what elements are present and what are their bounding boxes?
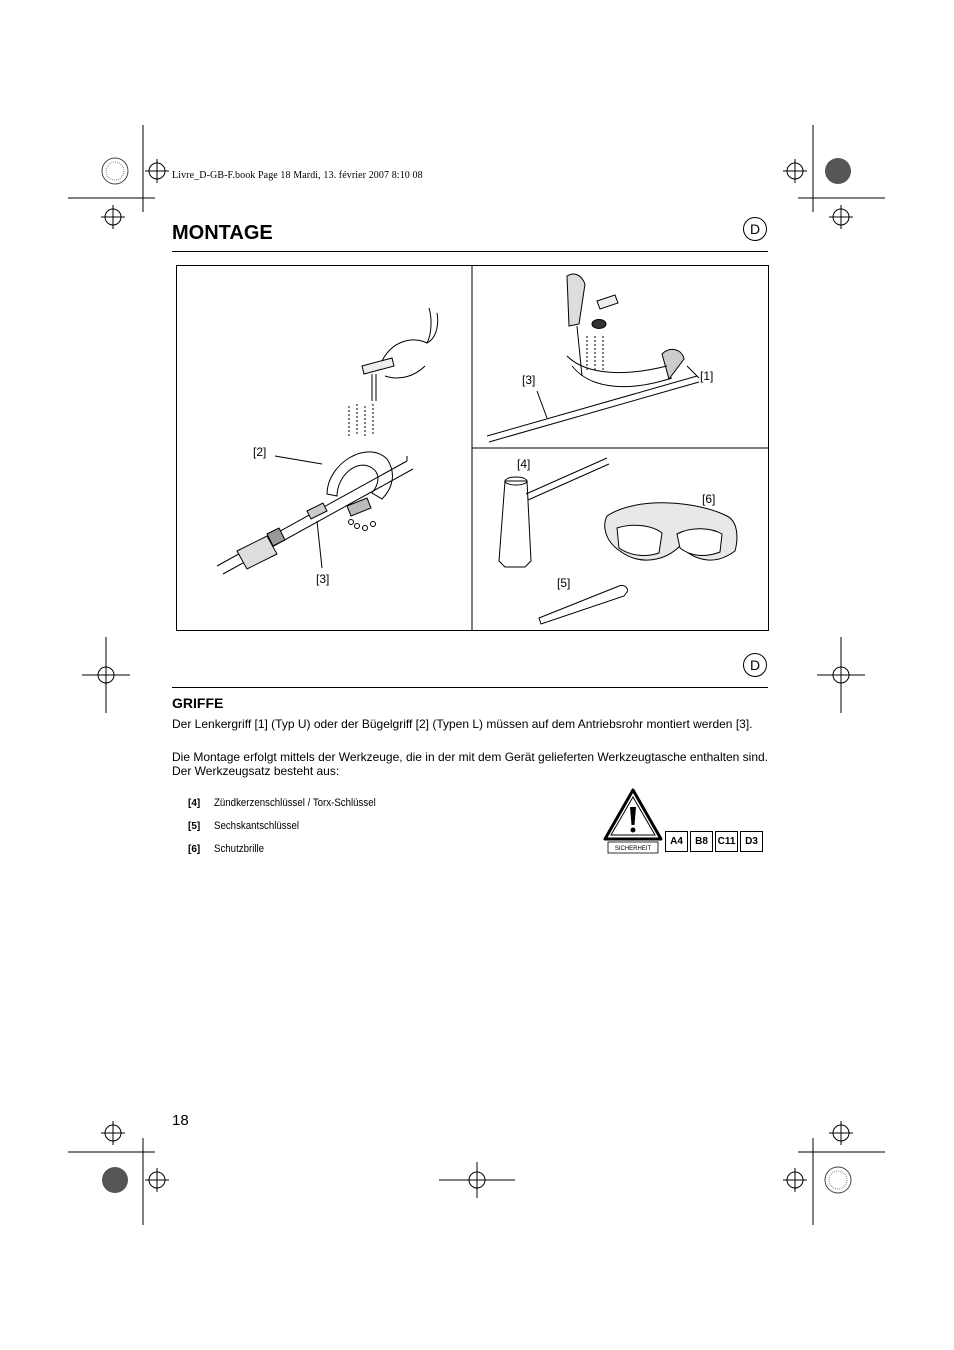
assembly-illustration <box>177 266 768 630</box>
list-item <box>188 820 311 832</box>
warning-label: SICHERHEIT <box>614 846 652 852</box>
ref-tag: A4 <box>665 831 688 852</box>
language-badge-mid: D <box>743 653 767 677</box>
page-number: 18 <box>172 1112 189 1129</box>
list-item-number: [6] <box>188 844 201 855</box>
paragraph-1: Der Lenkergriff [1] (Typ U) oder der Bügelgriff [2] (Typen L) müssen auf dem Antriebsrohr montiert werden [3]. <box>172 717 753 731</box>
figure-label: [6] <box>702 492 716 506</box>
list-item <box>188 843 271 855</box>
hex-key-drawing <box>539 585 627 624</box>
section-rule <box>172 687 768 688</box>
figure-label: [1] <box>700 369 714 383</box>
ref-tag: B8 <box>690 831 713 852</box>
figure-label: [4] <box>517 457 531 471</box>
bike-handle-drawing <box>487 274 699 442</box>
paragraph-2: Die Montage erfolgt mittels der Werkzeuge, die in der mit dem Gerät gelieferten Werkzeugtasche enthalten sind. Der Werkzeugsatz besteht aus: <box>172 750 768 778</box>
loop-handle-drawing <box>217 308 438 574</box>
list-item-label: Schutzbrille <box>214 843 265 855</box>
safety-goggles-drawing <box>605 503 737 560</box>
header-file-info: Livre_D-GB-F.book Page 18 Mardi, 13. février 2007 8:10 08 <box>172 170 423 181</box>
list-item-label: Zündkerzenschlüssel / Torx-Schlüssel <box>214 797 376 809</box>
section-title: GRIFFE <box>172 695 224 711</box>
figure-label: [2] <box>253 445 267 459</box>
page-title: MONTAGE <box>172 222 273 244</box>
list-item <box>188 797 398 809</box>
figure-label: [5] <box>557 576 571 590</box>
list-item-number: [5] <box>188 821 201 832</box>
warning-triangle-icon <box>602 787 664 855</box>
figure-label: [3] <box>316 572 330 586</box>
figure-label: [3] <box>522 373 536 387</box>
language-badge-top: D <box>743 217 767 241</box>
list-item-label: Sechskantschlüssel <box>214 820 300 832</box>
reference-tags <box>665 831 765 852</box>
title-rule <box>172 251 768 252</box>
ref-tag: C11 <box>715 831 738 852</box>
assembly-figure <box>176 265 769 631</box>
list-item-number: [4] <box>188 798 201 809</box>
ref-tag: D3 <box>740 831 763 852</box>
spark-plug-wrench-drawing <box>499 458 609 567</box>
